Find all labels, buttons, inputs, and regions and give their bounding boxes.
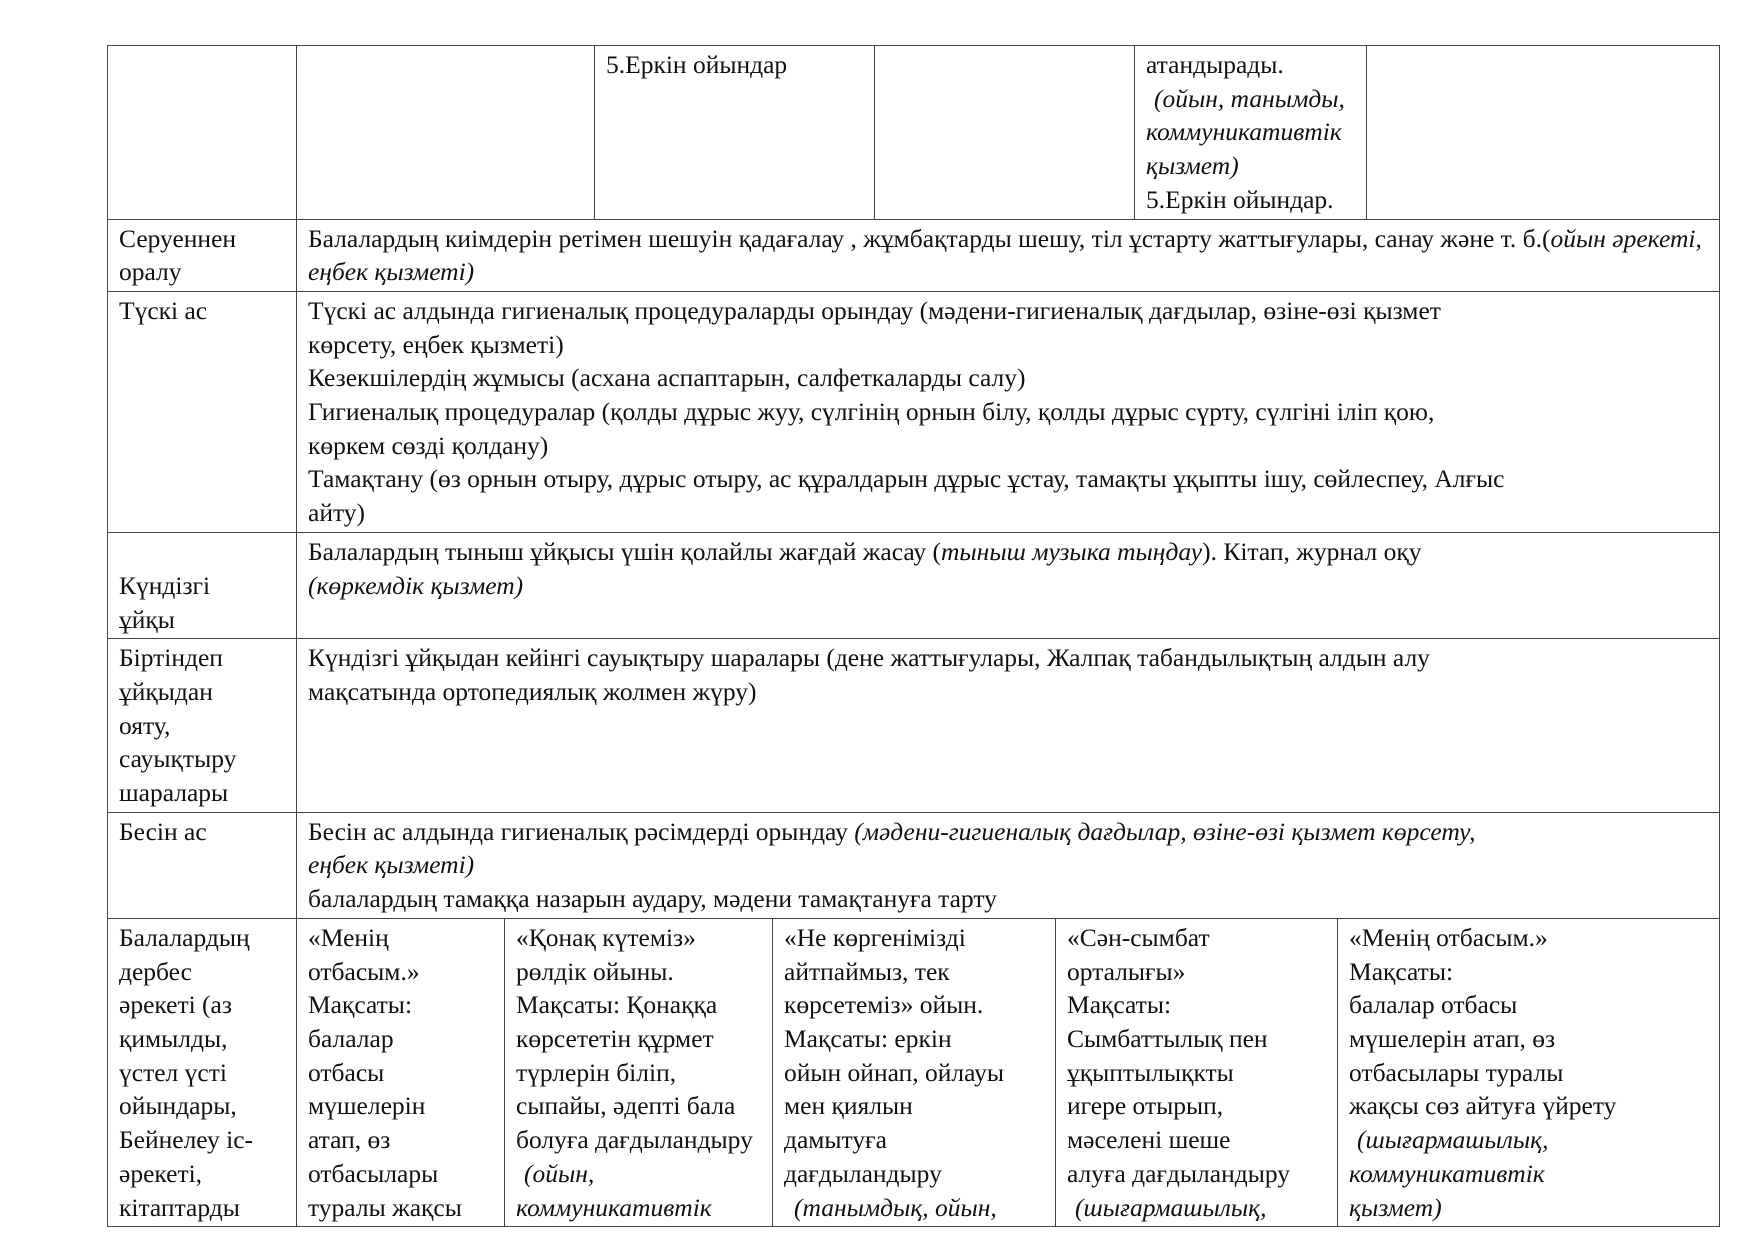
day-line: туралы жақсы [308, 1192, 462, 1222]
content-line: мақсатында ортопедиялық жолмен жүру) [308, 676, 757, 706]
day-line: дамытуға [784, 1125, 887, 1155]
day-line: көрсететін құрмет [516, 1023, 714, 1053]
note-line: атандырады. [1146, 50, 1284, 79]
cell-day-2 [505, 918, 773, 1226]
day-italic-line: (шығармашылық, [1075, 1192, 1267, 1222]
schedule-page [107, 45, 1719, 1227]
label-line: Бесін ас [119, 816, 207, 846]
content-italic: ойын әрекеті, еңбек қызметі) [308, 223, 1702, 287]
label-line: шаралары [119, 778, 229, 808]
day-line: Мақсаты: [1349, 956, 1454, 986]
label-line: Біртіндеп [119, 643, 223, 673]
label-line: Балалардың [119, 922, 250, 952]
table-row-independent-activity [108, 918, 1720, 1226]
day-line: көрсетеміз» ойын. [784, 990, 984, 1020]
label-line: қимылды, [119, 1023, 228, 1053]
day-line: дағдыландыру [784, 1158, 942, 1188]
day-italic-line: коммуникативтік [516, 1192, 712, 1222]
label-line: сауықтыру [119, 744, 237, 774]
day-line: Мақсаты: Қонаққа [516, 990, 718, 1020]
day-italic-line: (ойын, [524, 1158, 595, 1188]
day-italic-line: (шығармашылық, [1357, 1125, 1549, 1155]
cell-day-5 [1338, 918, 1720, 1226]
note-italic-line: қызмет) [1146, 151, 1239, 181]
cell-empty [1367, 46, 1720, 220]
cell-day-3 [773, 918, 1056, 1226]
day-line: балалар отбасы [1349, 990, 1518, 1020]
cell-free-games [595, 46, 875, 220]
day-line: мәселені шеше [1067, 1125, 1231, 1155]
day-line: отбасым.» [308, 956, 420, 986]
day-line: рөлдік ойыны. [516, 956, 674, 986]
note-italic-line: (ойын, танымды, [1154, 83, 1345, 113]
day-line: мен қиялын [784, 1091, 913, 1121]
cell-empty [108, 46, 297, 220]
day-line: «Сән-сымбат [1067, 922, 1210, 952]
table-row-snack [108, 812, 1720, 918]
content-line: Түскі ас алдында гигиеналық процедураларды орындау (мәдени-гигиеналық дағдылар, өзіне-өзі қызмет [308, 295, 1441, 325]
cell-activity-note [1135, 46, 1367, 220]
day-italic-line: қызмет) [1349, 1192, 1442, 1222]
content-line: балалардың тамаққа назарын аудару, мәдени тамақтануға тарту [308, 884, 997, 914]
label-line: ұйқы [119, 604, 175, 634]
content-text: Балалардың тыныш ұйқысы үшін қолайлы жағдай жасау ( [308, 536, 941, 566]
content-line: айту) [308, 498, 366, 528]
free-games-text: 5.Еркін ойындар [606, 50, 788, 79]
label-line: үстел үсті [119, 1057, 227, 1087]
content-italic: еңбек қызметі) [308, 850, 475, 880]
day-line: ұқыптылықкты [1067, 1057, 1234, 1087]
content-text: Бесін ас алдында гигиеналық рәсімдерді орындау [308, 816, 855, 846]
label-line: ояту, [119, 710, 171, 740]
content-italic: (мәдени-гигиеналық дағдылар, өзіне-өзі қызмет көрсету, [854, 816, 1476, 846]
note-italic-line: коммуникативтік [1146, 117, 1342, 147]
label-line: әрекеті, [119, 1158, 203, 1188]
day-line: мүшелерін [308, 1091, 426, 1121]
day-italic-line: (танымдық, ойын, [794, 1192, 997, 1222]
note-line: 5.Еркін ойындар. [1146, 184, 1334, 214]
day-line: Сымбаттылық пен [1067, 1023, 1268, 1053]
content-line: көрсету, еңбек қызметі) [308, 329, 564, 359]
row-content [297, 219, 1720, 291]
day-line: Мақсаты: [308, 990, 413, 1020]
content-line: Күндізгі ұйқыдан кейінгі сауықтыру шаралары (дене жаттығулары, Жалпақ табандылықтың алдын алу [308, 643, 1430, 673]
day-line: Мақсаты: еркін [784, 1023, 952, 1053]
cell-empty [297, 46, 595, 220]
content-italic: (көркемдік қызмет) [308, 570, 524, 600]
day-line: түрлерін біліп, [516, 1057, 677, 1087]
day-line: сыпайы, әдепті бала [516, 1091, 736, 1121]
day-line: отбасы [308, 1057, 385, 1087]
table-row-continuation [108, 46, 1720, 220]
day-line: «Қонақ күтеміз» [516, 922, 696, 952]
label-line: Түскі ас [119, 295, 208, 325]
label-line: Серуеннен [119, 223, 237, 253]
content-text: Балалардың киімдерін ретімен шешуін қадағалау , жұмбақтарды шешу, тіл ұстарту жаттығулары, санау және т. б.( [308, 223, 1551, 253]
day-line: отбасылары туралы [1349, 1057, 1564, 1087]
label-line: Күндізгі [119, 570, 211, 600]
content-italic: тыныш музыка тыңдау [940, 536, 1203, 566]
content-line: Кезекшілердің жұмысы (асхана аспаптарын, салфеткаларды салу) [308, 363, 1026, 393]
day-line: мүшелерін атап, өз [1349, 1023, 1556, 1053]
day-line: «Менің отбасым.» [1349, 922, 1548, 952]
daily-schedule-table [107, 45, 1720, 1227]
content-line: Гигиеналық процедуралар (қолды дұрыс жуу, сүлгінің орнын білу, қолды дұрыс сүрту, сүлгіні іліп қою, [308, 397, 1435, 427]
day-line: Мақсаты: [1067, 990, 1172, 1020]
day-line: болуға дағдыландыру [516, 1125, 753, 1155]
cell-empty [875, 46, 1135, 220]
day-line: отбасылары [308, 1158, 439, 1188]
day-line: «Менің [308, 922, 389, 952]
table-row-nap [108, 532, 1720, 638]
day-line: балалар [308, 1023, 394, 1053]
day-line: «Не көргенімізді [784, 922, 966, 952]
table-row-lunch [108, 291, 1720, 532]
table-row-wakeup [108, 639, 1720, 813]
content-line: көркем сөзді қолдану) [308, 430, 549, 460]
row-label [108, 918, 297, 1226]
label-line: кітаптарды [119, 1192, 240, 1222]
row-content [297, 291, 1720, 532]
content-line: Тамақтану (өз орнын отыру, дұрыс отыру, ас құралдарын дұрыс ұстау, тамақты ұқыпты ішу, сөйлеспеу, Алғыс [308, 464, 1505, 494]
label-line: әрекеті (аз [119, 990, 232, 1020]
row-content [297, 812, 1720, 918]
label-line: дербес [119, 956, 192, 986]
day-line: айтпаймыз, тек [784, 956, 950, 986]
row-content [297, 532, 1720, 638]
day-line: орталығы» [1067, 956, 1186, 986]
cell-day-4 [1056, 918, 1338, 1226]
table-row-return-walk [108, 219, 1720, 291]
label-line: оралу [119, 257, 182, 287]
row-label [108, 532, 297, 638]
day-line: атап, өз [308, 1125, 391, 1155]
row-label [108, 219, 297, 291]
label-line: ойындары, [119, 1091, 237, 1121]
cell-day-1 [297, 918, 505, 1226]
row-label [108, 812, 297, 918]
row-content [297, 639, 1720, 813]
row-label [108, 291, 297, 532]
day-line: алуға дағдыландыру [1067, 1158, 1291, 1188]
label-line: ұйқыдан [119, 676, 213, 706]
content-text: ). Кітап, журнал оқу [1202, 536, 1422, 566]
row-label [108, 639, 297, 813]
day-italic-line: коммуникативтік [1349, 1158, 1545, 1188]
day-line: ойын ойнап, ойлауы [784, 1057, 1004, 1087]
label-line: Бейнелеу іс- [119, 1125, 253, 1155]
day-line: игере отырып, [1067, 1091, 1224, 1121]
day-line: жақсы сөз айтуға үйрету [1349, 1091, 1617, 1121]
